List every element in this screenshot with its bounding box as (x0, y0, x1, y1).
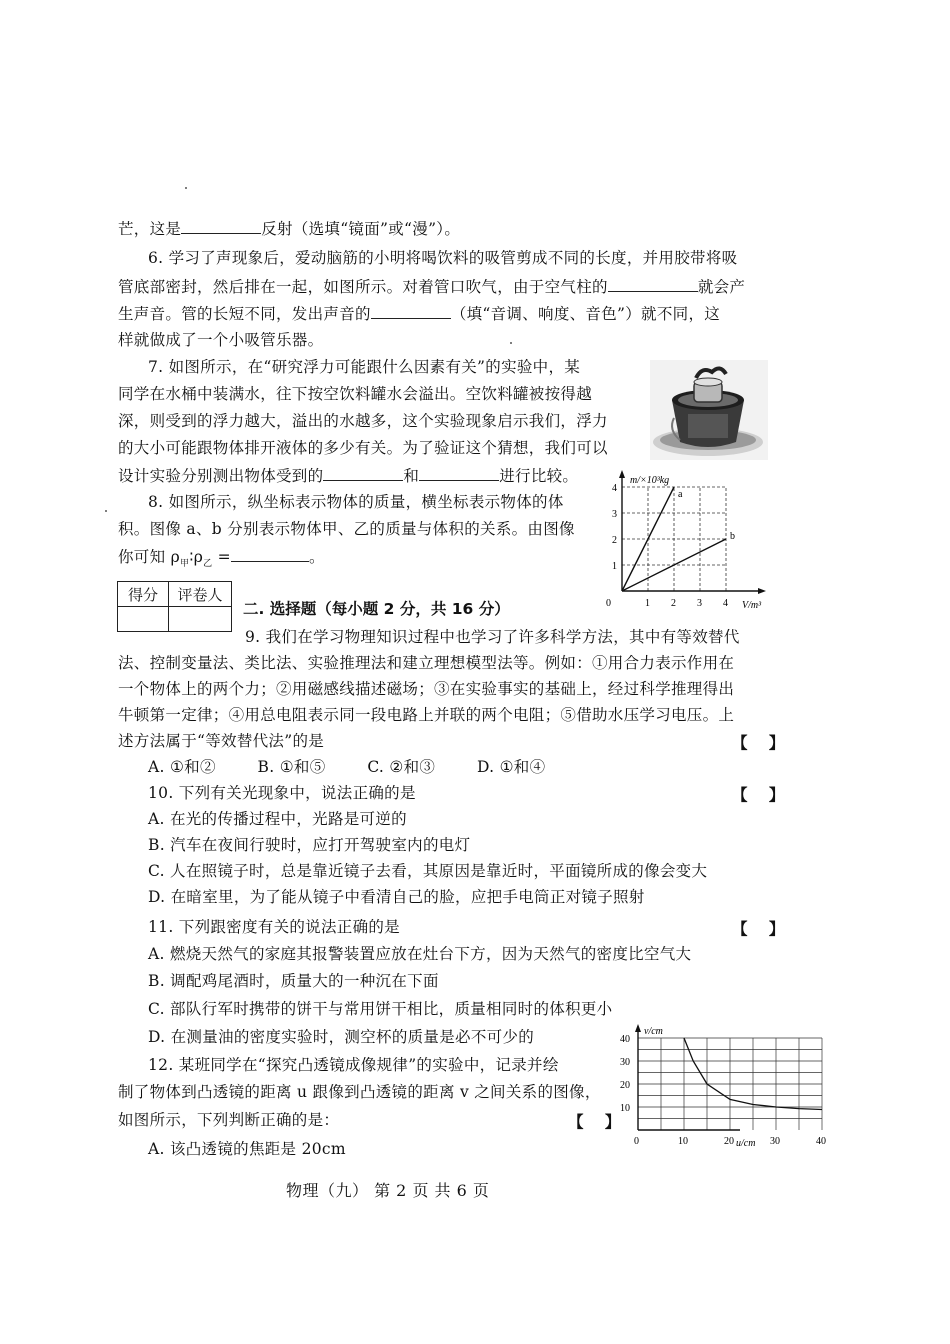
answer-bracket[interactable]: 【 】 (732, 919, 793, 938)
y-axis-arrow (635, 1024, 641, 1032)
question-9-line-3: 一个物体上的两个力；②用磁感线描述磁场；③在实验事实的基础上，经过科学推理得出 (118, 680, 735, 698)
question-9-line-1: 9. 我们在学习物理知识过程中也学习了许多科学方法，其中有等效替代 (245, 628, 740, 646)
question-9-line-2: 法、控制变量法、类比法、实验推理法和建立理想模型法等。例如：①用合力表示作用在 (118, 654, 735, 672)
answer-blank[interactable] (419, 465, 499, 481)
option-a: A. 该凸透镜的焦距是 20cm (148, 1140, 346, 1158)
question-7-line-5 (118, 465, 578, 486)
grader-header: 评卷人 (169, 582, 232, 607)
lens-uv-graph (610, 1024, 826, 1154)
text: = (212, 548, 231, 566)
mass-volume-graph (604, 470, 776, 612)
question-10: 10. 下列有关光现象中，说法正确的是 (148, 784, 416, 802)
question-6-line-4: 样就做成了一个小吸管乐器。 (118, 331, 324, 349)
text: 生声音。管的长短不同，发出声音的 (118, 305, 371, 323)
answer-bracket[interactable]: 【 】 (732, 785, 793, 804)
question-8-line-1: 8. 如图所示，纵坐标表示物体的质量，横坐标表示物体的体 (148, 493, 564, 511)
option-c: C. 人在照镜子时，总是靠近镜子去看，其原因是靠近时，平面镜所成的像会变大 (148, 862, 708, 880)
scan-speck (105, 510, 107, 512)
option-b: B. 调配鸡尾酒时，质量大的一种沉在下面 (148, 972, 439, 990)
x-tick-label: 4 (723, 598, 728, 609)
x-tick-label: 2 (671, 598, 676, 609)
x-tick-label: 30 (770, 1136, 780, 1147)
question-7-line-4: 的大小可能跟物体排开液体的多少有关。为了验证这个猜想，我们可以 (118, 439, 608, 457)
text: 进行比较。 (499, 467, 579, 485)
question-12-line-2: 制了物体到凸透镜的距离 u 跟像到凸透镜的距离 v 之间关系的图像， (118, 1083, 601, 1101)
option-d: D. 在测量油的密度实验时，测空杯的质量是必不可少的 (148, 1028, 535, 1046)
question-7-line-2: 同学在水桶中装满水，往下按空饮料罐水会溢出。空饮料罐被按得越 (118, 385, 593, 403)
score-header: 得分 (118, 582, 169, 607)
x-axis-arrow (758, 588, 766, 594)
graph-grid (638, 1038, 822, 1130)
y-tick-label: 1 (612, 561, 617, 572)
y-tick-label: 3 (612, 509, 617, 520)
scan-speck (510, 342, 512, 344)
section-2-title: 二. 选择题（每小题 2 分，共 16 分） (243, 600, 510, 618)
x-tick-label: 10 (678, 1136, 688, 1147)
question-9-line-5: 述方法属于“等效替代法”的是 (118, 732, 325, 750)
question-11: 11. 下列跟密度有关的说法正确的是 (148, 918, 400, 936)
question-9-line-4: 牛顿第一定律；④用总电阻表示同一段电路上并联的两个电阻；⑤借助水压学习电压。上 (118, 706, 735, 724)
question-7-line-1: 7. 如图所示，在“研究浮力可能跟什么因素有关”的实验中，某 (148, 358, 581, 376)
scan-speck (185, 187, 187, 189)
y-axis-label: v/cm (644, 1026, 663, 1037)
x-axis-label: u/cm (736, 1138, 756, 1149)
x-tick-label: 20 (724, 1136, 734, 1147)
y-axis-arrow (619, 470, 625, 478)
text: 芒，这是 (118, 220, 182, 238)
score-cell[interactable] (118, 607, 169, 632)
text: 管底部密封，然后排在一起，如图所示。对着管口吹气，由于空气柱的 (118, 278, 608, 296)
y-axis-label: m/×10³kg (630, 475, 670, 486)
y-tick-label: 10 (620, 1103, 630, 1114)
answer-bracket[interactable]: 【 】 (732, 733, 793, 752)
option-a: A. 在光的传播过程中，光路是可逆的 (148, 810, 407, 828)
text: 就会产 (697, 278, 746, 296)
option-b: B. 汽车在夜间行驶时，应打开驾驶室内的电灯 (148, 836, 471, 854)
option-a: A. 燃烧天然气的家庭其报警装置应放在灶台下方，因为天然气的密度比空气大 (148, 945, 692, 963)
answer-bracket[interactable]: 【 】 (568, 1112, 629, 1131)
subscript: 乙 (203, 559, 213, 570)
answer-blank[interactable] (608, 276, 698, 292)
question-6-line-2 (118, 276, 745, 297)
x-tick-label: 1 (645, 598, 650, 609)
answer-blank[interactable] (231, 546, 309, 562)
question-8-line-3 (118, 546, 325, 574)
text: （填“音调、响度、音色”）就不同，这 (450, 305, 721, 323)
text: 。 (308, 548, 325, 566)
series-label-b: b (730, 531, 735, 542)
question-12-line-3: 如图所示，下列判断正确的是： (118, 1111, 340, 1129)
question-5-tail (118, 218, 460, 239)
page-footer: 物理（九） 第 2 页 共 6 页 (286, 1181, 490, 1200)
x-tick-label: 40 (816, 1136, 826, 1147)
question-12-line-1: 12. 某班同学在“探究凸透镜成像规律”的实验中，记录并绘 (148, 1056, 559, 1074)
score-table (117, 581, 232, 632)
answer-blank[interactable] (181, 218, 261, 234)
text: ∶ρ (189, 548, 204, 566)
option-c: C. 部队行军时携带的饼干与常用饼干相比，质量相同时的体积更小 (148, 1000, 613, 1018)
text: 你可知 ρ (118, 548, 181, 566)
bucket-can-photo (650, 360, 768, 460)
text: 反射（选填“镜面”或“漫”）。 (261, 220, 461, 238)
y-tick-label: 4 (612, 483, 617, 494)
text: 设计实验分别测出物体受到的 (118, 467, 324, 485)
x-tick-label: 0 (606, 598, 611, 609)
answer-blank[interactable] (371, 303, 451, 319)
question-6-line-3 (118, 303, 720, 324)
series-label-a: a (678, 489, 683, 500)
x-tick-label: 0 (634, 1136, 639, 1147)
graph-grid (622, 487, 726, 591)
text: 和 (403, 467, 420, 485)
question-7-line-3: 深，则受到的浮力越大，溢出的水越多，这个实验现象启示我们，浮力 (118, 412, 608, 430)
answer-blank[interactable] (323, 465, 403, 481)
x-tick-label: 3 (697, 598, 702, 609)
y-tick-label: 40 (620, 1034, 630, 1045)
question-9-options: A. ①和② B. ①和⑤ C. ②和③ D. ①和④ (148, 758, 546, 776)
y-tick-label: 2 (612, 535, 617, 546)
y-tick-label: 20 (620, 1080, 630, 1091)
question-8-line-2: 积。图像 a、b 分别表示物体甲、乙的质量与体积的关系。由图像 (118, 520, 575, 538)
question-6-line-1: 6. 学习了声现象后，爱动脑筋的小明将喝饮料的吸管剪成不同的长度，并用胶带将吸 (148, 249, 738, 267)
x-axis-label: V/m³ (742, 600, 762, 611)
option-d: D. 在暗室里，为了能从镜子中看清自己的脸，应把手电筒正对镜子照射 (148, 888, 645, 906)
grader-cell[interactable] (169, 607, 232, 632)
subscript: 甲 (180, 559, 190, 570)
y-tick-label: 30 (620, 1057, 630, 1068)
